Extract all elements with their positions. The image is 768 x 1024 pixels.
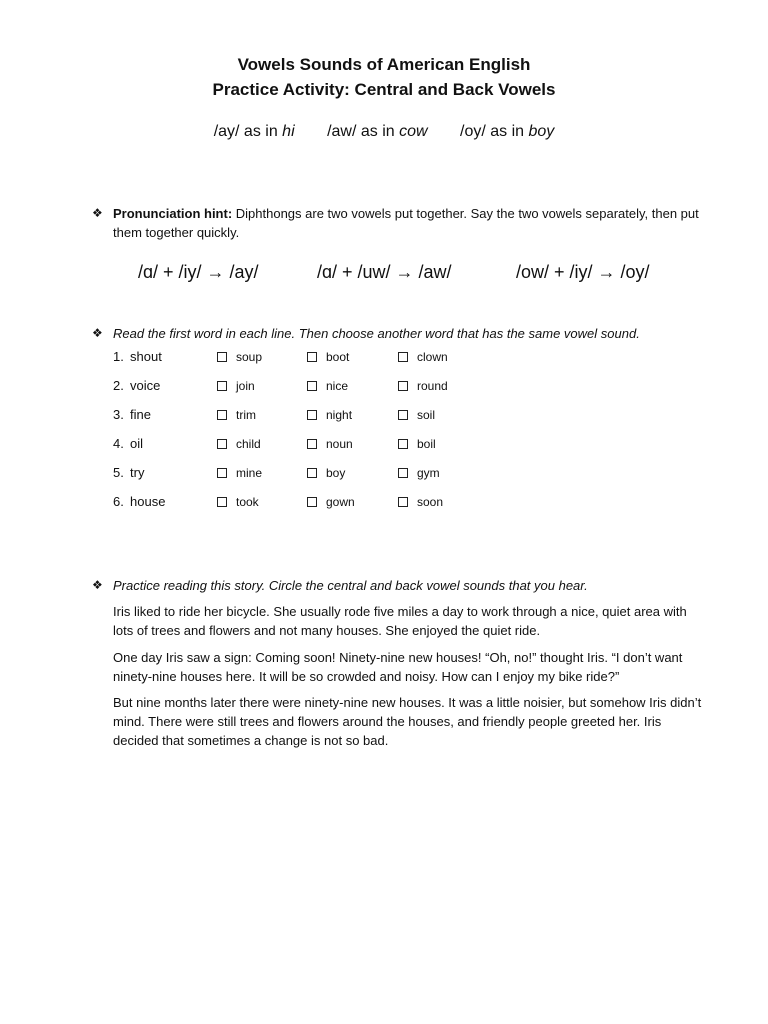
checkbox-icon[interactable] — [217, 410, 227, 420]
formula-aw: /ɑ/ + /uw/ → /aw/ — [317, 262, 452, 282]
exercise-row — [0, 494, 768, 514]
checkbox-icon[interactable] — [398, 468, 408, 478]
formula-oy: /ow/ + /iy/ → /oy/ — [516, 262, 650, 282]
target-word: oil — [130, 436, 144, 451]
answer-option[interactable] — [307, 379, 348, 393]
checkbox-icon[interactable] — [398, 497, 408, 507]
option-label: took — [236, 495, 259, 509]
bullet-icon: ❖ — [92, 326, 103, 340]
row-number: 1. — [113, 349, 124, 364]
checkbox-icon[interactable] — [217, 352, 227, 362]
row-number: 2. — [113, 378, 124, 393]
exercise-row — [0, 407, 768, 427]
sound-aw: /aw/ as in cow — [327, 123, 428, 140]
answer-option[interactable] — [398, 466, 440, 480]
checkbox-icon[interactable] — [217, 468, 227, 478]
bullet-icon: ❖ — [92, 578, 103, 592]
answer-option[interactable] — [217, 408, 256, 422]
answer-option[interactable] — [398, 437, 436, 451]
story-paragraph: But nine months later there were ninety-nine new houses. It was a little noisier, but somehow Iris didn’t mind. There were still trees and flowers around the houses, and friendly people greeted her. Iris decided that sometimes a change is not so bad. — [113, 695, 702, 748]
option-label: round — [417, 379, 448, 393]
checkbox-icon[interactable] — [307, 439, 317, 449]
checkbox-icon[interactable] — [398, 381, 408, 391]
checkbox-icon[interactable] — [307, 381, 317, 391]
option-label: soon — [417, 495, 444, 509]
formula-ay: /ɑ/ + /iy/ → /ay/ — [138, 262, 259, 282]
pronunciation-hint: Pronunciation hint: Diphthongs are two vowels put together. Say the two vowels separately, then put them together quickly. — [113, 206, 699, 240]
answer-option[interactable] — [307, 408, 352, 422]
option-label: noun — [326, 437, 353, 451]
exercise-row — [0, 465, 768, 485]
target-word: try — [130, 465, 145, 480]
checkbox-icon[interactable] — [307, 497, 317, 507]
answer-option[interactable] — [398, 350, 448, 364]
answer-option[interactable] — [398, 379, 448, 393]
checkbox-icon[interactable] — [307, 410, 317, 420]
row-number: 6. — [113, 494, 124, 509]
answer-option[interactable] — [307, 437, 353, 451]
option-label: clown — [417, 350, 448, 364]
option-label: gym — [417, 466, 440, 480]
row-number: 4. — [113, 436, 124, 451]
answer-option[interactable] — [217, 495, 259, 509]
target-word: voice — [130, 378, 161, 393]
exercise-instruction: Read the first word in each line. Then choose another word that has the same vowel sound. — [113, 326, 640, 341]
checkbox-icon[interactable] — [398, 352, 408, 362]
option-label: soup — [236, 350, 263, 364]
option-label: join — [236, 379, 255, 393]
answer-option[interactable] — [217, 466, 262, 480]
option-label: boil — [417, 437, 436, 451]
answer-option[interactable] — [217, 379, 255, 393]
answer-option[interactable] — [217, 437, 261, 451]
target-word: shout — [130, 349, 162, 364]
option-label: soil — [417, 408, 436, 422]
option-label: boy — [326, 466, 346, 480]
option-label: trim — [236, 408, 256, 422]
answer-option[interactable] — [307, 350, 349, 364]
story-paragraph: Iris liked to ride her bicycle. She usually rode five miles a day to work through a nice, quiet area with lots of trees and flowers and not many houses. She enjoyed the quiet ride. — [113, 604, 687, 638]
answer-option[interactable] — [307, 466, 345, 480]
story-instruction: Practice reading this story. Circle the central and back vowel sounds that you hear. — [113, 578, 588, 593]
option-label: gown — [326, 495, 355, 509]
checkbox-icon[interactable] — [398, 410, 408, 420]
checkbox-icon[interactable] — [307, 352, 317, 362]
option-label: night — [326, 408, 353, 422]
answer-option[interactable] — [398, 408, 435, 422]
answer-option[interactable] — [398, 495, 443, 509]
option-label: child — [236, 437, 261, 451]
answer-option[interactable] — [307, 495, 355, 509]
checkbox-icon[interactable] — [217, 497, 227, 507]
checkbox-icon[interactable] — [217, 439, 227, 449]
target-word: fine — [130, 407, 151, 422]
title-line-2: Practice Activity: Central and Back Vowels — [212, 80, 556, 99]
sound-oy: /oy/ as in boy — [460, 123, 555, 140]
option-label: boot — [326, 350, 350, 364]
row-number: 5. — [113, 465, 124, 480]
checkbox-icon[interactable] — [398, 439, 408, 449]
exercise-row — [0, 349, 768, 369]
option-label: mine — [236, 466, 263, 480]
checkbox-icon[interactable] — [217, 381, 227, 391]
answer-option[interactable] — [217, 350, 262, 364]
sound-ay: /ay/ as in hi — [213, 123, 295, 140]
diphthong-sounds — [0, 123, 768, 141]
checkbox-icon[interactable] — [307, 468, 317, 478]
story-paragraph: One day Iris saw a sign: Coming soon! Ninety-nine new houses! “Oh, no!” thought Iris. “I don’t want ninety-nine houses here. It will be so crowded and noisy. How can I enjoy my bike ride?” — [113, 650, 683, 684]
option-label: nice — [326, 379, 349, 393]
title-line-1: Vowels Sounds of American English — [237, 55, 531, 74]
row-number: 3. — [113, 407, 124, 422]
target-word: house — [130, 494, 166, 509]
exercise-row — [0, 378, 768, 398]
exercise-row — [0, 436, 768, 456]
bullet-icon: ❖ — [92, 206, 103, 220]
